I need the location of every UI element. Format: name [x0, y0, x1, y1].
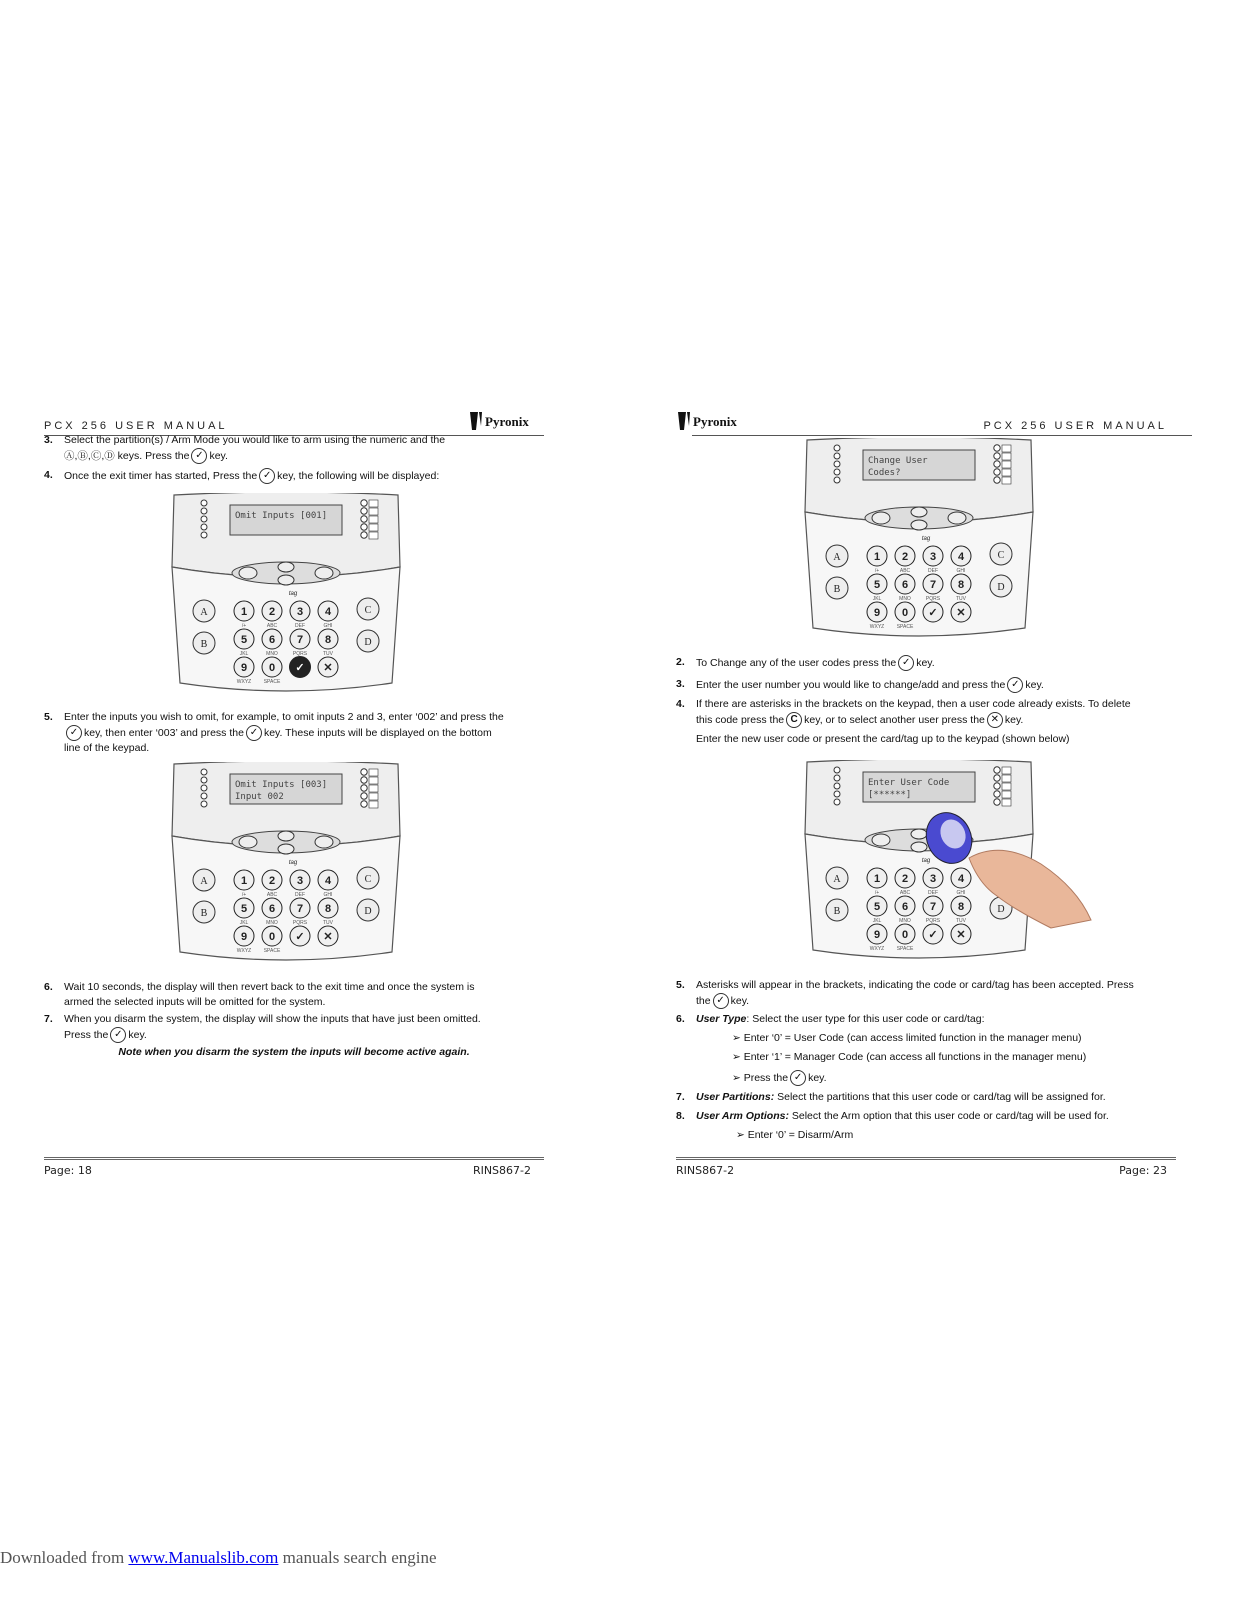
status-led — [201, 785, 207, 791]
key-sublabel: PQRS — [925, 918, 941, 924]
side-key-label: B — [200, 908, 208, 919]
status-led — [834, 775, 840, 781]
status-led — [834, 799, 840, 805]
number-key-label: 4 — [957, 873, 965, 885]
step-7: 7. When you disarm the system, the display will show the inputs that have just been omitted. Press the ✓ key. — [44, 1012, 544, 1043]
key-sublabel: SPACE — [263, 948, 281, 954]
nav-left-icon — [872, 512, 890, 524]
partition-led — [994, 477, 1000, 483]
bullet-manager-code: ➢ Enter ‘1’ = Manager Code (can access all functions in the manager menu) — [732, 1051, 1087, 1063]
step-4: 4. If there are asterisks in the brackets on the keypad, then a user code already exists. To delete this code press the C key, or to select another user press the ✕ key. — [676, 697, 1176, 728]
number-key-label: 3 — [296, 875, 304, 887]
side-key-label: A — [833, 552, 841, 563]
status-led — [834, 469, 840, 475]
key-sublabel: WXYZ — [236, 948, 252, 954]
partition-led — [994, 767, 1000, 773]
check-icon: ✓ — [790, 1070, 806, 1086]
number-key-label: 5 — [240, 634, 248, 646]
number-key-label: 2 — [268, 606, 276, 618]
lcd-line-2: Input 002 — [235, 792, 284, 802]
number-key-label: 1 — [873, 551, 881, 563]
key-sublabel: WXYZ — [869, 624, 885, 630]
number-key-label: 4 — [324, 606, 332, 618]
step-2: 2. To Change any of the user codes press the ✓ key. — [676, 655, 1176, 671]
number-key-label: 9 — [873, 929, 881, 941]
bullet-disarm-arm: ➢ Enter ‘0’ = Disarm/Arm — [736, 1129, 854, 1141]
side-key-label: C — [364, 605, 372, 616]
step-5: 5. Enter the inputs you wish to omit, for example, to omit inputs 2 and 3, enter ‘002’ and press the ✓ key, then enter ‘003’ and press the ✓ key. These inputs will be displayed on the bottom line of the keypad. — [44, 711, 504, 754]
number-key-label: 8 — [957, 901, 965, 913]
side-key-label: B — [833, 906, 841, 917]
partition-led — [361, 532, 367, 538]
partition-box — [369, 508, 378, 515]
key-sublabel: DEF — [928, 890, 938, 896]
side-key-label: C — [364, 874, 372, 885]
tag-label: tag — [921, 858, 931, 864]
check-icon: ✓ — [66, 725, 82, 741]
step-7: 7. User Partitions: Select the partitions that this user code or card/tag will be assigned for. — [676, 1091, 1106, 1103]
partition-led — [361, 516, 367, 522]
lcd-line-2: Codes? — [868, 468, 901, 478]
nav-up-icon — [278, 562, 294, 572]
nav-up-icon — [278, 831, 294, 841]
partition-box — [1002, 767, 1011, 774]
side-key-label: C — [997, 550, 1005, 561]
status-led — [201, 524, 207, 530]
partition-led — [361, 785, 367, 791]
status-led — [201, 516, 207, 522]
lcd-line-1: Change User — [868, 456, 928, 466]
partition-led — [994, 453, 1000, 459]
number-key-label: 1 — [873, 873, 881, 885]
check-icon: ✓ — [110, 1027, 126, 1043]
status-led — [201, 793, 207, 799]
tag-label: tag — [921, 536, 931, 542]
footer-rule — [44, 1157, 544, 1160]
key-sublabel: TUV — [956, 918, 966, 924]
number-key-label: 3 — [296, 606, 304, 618]
bullet-press-key: ➢ Press the ✓ key. — [732, 1070, 827, 1086]
c-key-icon: C — [786, 712, 802, 728]
number-key-label: ✕ — [323, 662, 333, 674]
partition-box — [1002, 445, 1011, 452]
step-3: 3. Enter the user number you would like to change/add and press the ✓ key. — [676, 677, 1176, 693]
number-key-label: 7 — [929, 901, 937, 913]
partition-led — [361, 777, 367, 783]
number-key-label: 0 — [901, 607, 909, 619]
number-key-label: 3 — [929, 873, 937, 885]
status-led — [201, 777, 207, 783]
left-page — [44, 405, 544, 1195]
number-key-label: 5 — [873, 579, 881, 591]
download-banner: Downloaded from www.Manualslib.com manuals search engine — [0, 1548, 437, 1567]
key-sublabel: DEF — [928, 568, 938, 574]
number-key-label: 1 — [240, 875, 248, 887]
key-sublabel: /+ — [241, 623, 247, 629]
partition-box — [1002, 453, 1011, 460]
nav-left-icon — [872, 834, 890, 846]
number-key-label: 1 — [240, 606, 248, 618]
check-icon: ✓ — [898, 655, 914, 671]
status-led — [201, 532, 207, 538]
partition-led — [361, 508, 367, 514]
partition-led — [361, 524, 367, 530]
number-key-label: 7 — [296, 903, 304, 915]
key-sublabel: /+ — [874, 890, 880, 896]
keypad-body — [805, 512, 1033, 636]
status-led — [834, 453, 840, 459]
key-sublabel: /+ — [241, 892, 247, 898]
key-sublabel: TUV — [323, 920, 333, 926]
number-key-label: 9 — [240, 662, 248, 674]
side-key-label: D — [364, 637, 372, 648]
key-sublabel: JKL — [872, 596, 882, 602]
pyronix-logo — [468, 410, 538, 432]
pyronix-logo — [676, 410, 746, 432]
status-led — [201, 769, 207, 775]
cross-icon: ✕ — [987, 712, 1003, 728]
nav-right-icon — [315, 836, 333, 848]
partition-box — [369, 532, 378, 539]
number-key-label: 4 — [324, 875, 332, 887]
footer-doc-id: RINS867-2 — [472, 1164, 531, 1177]
nav-right-icon — [948, 512, 966, 524]
side-key-label: A — [833, 874, 841, 885]
partition-box — [1002, 799, 1011, 806]
side-key-label: A — [200, 876, 208, 887]
status-led — [201, 508, 207, 514]
step-8: 8. User Arm Options: Select the Arm option that this user code or card/tag will be used for. — [676, 1110, 1109, 1122]
check-icon: ✓ — [1007, 677, 1023, 693]
partition-box — [369, 524, 378, 531]
key-sublabel: /+ — [874, 568, 880, 574]
manualslib-link[interactable]: www.Manualslib.com — [128, 1548, 279, 1567]
side-key-label: A — [200, 607, 208, 618]
keypad-body — [172, 567, 400, 691]
side-key-label: D — [364, 906, 372, 917]
step-6: 6. Wait 10 seconds, the display will then revert back to the exit time and once the system is armed the selected inputs will be omitted for the system. — [44, 981, 475, 1008]
partition-box — [1002, 775, 1011, 782]
key-sublabel: MNO — [266, 920, 278, 926]
number-key-label: 9 — [873, 607, 881, 619]
number-key-label: 0 — [268, 931, 276, 943]
partition-box — [369, 516, 378, 523]
step-6: 6. User Type: Select the user type for this user code or card/tag: — [676, 1013, 985, 1025]
keypad-illustration — [168, 493, 410, 699]
partition-box — [369, 785, 378, 792]
nav-right-icon — [315, 567, 333, 579]
key-sublabel: ABC — [899, 890, 911, 896]
key-sublabel: JKL — [239, 651, 249, 657]
nav-down-icon — [911, 842, 927, 852]
nav-down-icon — [278, 575, 294, 585]
key-sublabel: PQRS — [925, 596, 941, 602]
key-sublabel: TUV — [956, 596, 966, 602]
check-icon: ✓ — [713, 993, 729, 1009]
keypad-illustration — [168, 762, 410, 972]
key-sublabel: SPACE — [896, 946, 914, 952]
number-key-label: 5 — [240, 903, 248, 915]
key-sublabel: ABC — [266, 892, 278, 898]
number-key-label: 6 — [901, 579, 909, 591]
key-sublabel: DEF — [295, 623, 305, 629]
partition-box — [1002, 783, 1011, 790]
nav-down-icon — [911, 520, 927, 530]
key-sublabel: WXYZ — [236, 679, 252, 685]
side-key-label: D — [997, 582, 1005, 593]
status-led — [834, 783, 840, 789]
status-led — [834, 767, 840, 773]
note-text: Note when you disarm the system the inputs will become active again. — [118, 1046, 470, 1058]
key-sublabel: MNO — [266, 651, 278, 657]
partition-box — [1002, 461, 1011, 468]
key-sublabel: ABC — [899, 568, 911, 574]
footer-page: Page: 23 — [1119, 1164, 1167, 1177]
number-key-label: 8 — [324, 903, 332, 915]
footer-page: Page: 18 — [44, 1164, 92, 1177]
tag-label: tag — [288, 591, 298, 597]
number-key-label: 0 — [901, 929, 909, 941]
header-title: PCX 256 USER MANUAL — [44, 420, 228, 432]
key-sublabel: TUV — [323, 651, 333, 657]
partition-box — [369, 793, 378, 800]
header-title: PCX 256 USER MANUAL — [983, 420, 1167, 432]
partition-led — [994, 469, 1000, 475]
lcd-line-2: [******] — [868, 790, 912, 800]
number-key-label: ✓ — [928, 929, 938, 941]
svg-text:Pyronix: Pyronix — [693, 414, 737, 429]
partition-box — [1002, 477, 1011, 484]
status-led — [201, 801, 207, 807]
number-key-label: 3 — [929, 551, 937, 563]
step-4: 4. Once the exit timer has started, Press the ✓ key, the following will be displayed: — [44, 468, 544, 484]
right-page — [676, 405, 1192, 1195]
keypad-body — [172, 836, 400, 960]
nav-left-icon — [239, 836, 257, 848]
footer-rule — [676, 1157, 1176, 1160]
status-led — [201, 500, 207, 506]
svg-text:Pyronix: Pyronix — [485, 414, 529, 429]
check-icon: ✓ — [191, 448, 207, 464]
number-key-label: ✓ — [295, 931, 305, 943]
nav-up-icon — [911, 507, 927, 517]
number-key-label: 2 — [901, 873, 909, 885]
number-key-label: ✓ — [928, 607, 938, 619]
number-key-label: ✕ — [956, 607, 966, 619]
number-key-label: 9 — [240, 931, 248, 943]
key-sublabel: GHI — [956, 890, 966, 896]
number-key-label: ✕ — [956, 929, 966, 941]
partition-led — [361, 769, 367, 775]
key-sublabel: ABC — [266, 623, 278, 629]
number-key-label: ✕ — [323, 931, 333, 943]
lcd-line-1: Omit Inputs [003] — [235, 780, 328, 790]
number-key-label: 2 — [901, 551, 909, 563]
partition-led — [994, 461, 1000, 467]
key-sublabel: PQRS — [292, 920, 308, 926]
key-sublabel: JKL — [239, 920, 249, 926]
key-sublabel: GHI — [323, 892, 333, 898]
partition-led — [994, 445, 1000, 451]
partition-box — [369, 801, 378, 808]
key-sublabel: DEF — [295, 892, 305, 898]
key-sublabel: SPACE — [263, 679, 281, 685]
key-sublabel: MNO — [899, 596, 911, 602]
number-key-label: 6 — [901, 901, 909, 913]
key-sublabel: GHI — [956, 568, 966, 574]
header-rule — [692, 435, 1192, 436]
number-key-label: 8 — [324, 634, 332, 646]
key-sublabel: SPACE — [896, 624, 914, 630]
number-key-label: 7 — [296, 634, 304, 646]
number-key-label: ✓ — [295, 662, 305, 674]
check-icon: ✓ — [259, 468, 275, 484]
key-sublabel: JKL — [872, 918, 882, 924]
key-sublabel: MNO — [899, 918, 911, 924]
key-sublabel: WXYZ — [869, 946, 885, 952]
footer-doc-id: RINS867-2 — [676, 1164, 735, 1177]
lcd-line-1: Omit Inputs [001] — [235, 511, 328, 521]
step-5: 5. Asterisks will appear in the brackets, indicating the code or card/tag has been accepted. Press the ✓ key. — [676, 978, 1176, 1009]
side-key-label: B — [200, 639, 208, 650]
partition-led — [361, 801, 367, 807]
number-key-label: 5 — [873, 901, 881, 913]
number-key-label: 4 — [957, 551, 965, 563]
nav-up-icon — [911, 829, 927, 839]
key-sublabel: GHI — [323, 623, 333, 629]
tag-label: tag — [288, 860, 298, 866]
partition-led — [994, 799, 1000, 805]
partition-led — [361, 500, 367, 506]
partition-box — [369, 769, 378, 776]
partition-box — [1002, 469, 1011, 476]
lcd-line-1: Enter User Code — [868, 778, 950, 788]
number-key-label: 6 — [268, 903, 276, 915]
side-key-label: D — [997, 904, 1005, 915]
nav-down-icon — [278, 844, 294, 854]
partition-led — [994, 775, 1000, 781]
number-key-label: 2 — [268, 875, 276, 887]
keypad-illustration — [801, 760, 1101, 970]
number-key-label: 7 — [929, 579, 937, 591]
keypad-illustration — [801, 438, 1037, 646]
number-key-label: 0 — [268, 662, 276, 674]
partition-box — [369, 500, 378, 507]
status-led — [834, 445, 840, 451]
bullet-user-code: ➢ Enter ‘0’ = User Code (can access limited function in the manager menu) — [732, 1032, 1082, 1044]
key-sublabel: PQRS — [292, 651, 308, 657]
status-led — [834, 477, 840, 483]
check-icon: ✓ — [246, 725, 262, 741]
number-key-label: 6 — [268, 634, 276, 646]
partition-led — [994, 791, 1000, 797]
nav-left-icon — [239, 567, 257, 579]
status-led — [834, 791, 840, 797]
step-3: 3. Select the partition(s) / Arm Mode you would like to arm using the numeric and the Ⓐ,Ⓑ,Ⓒ,Ⓓ keys. Press the ✓ key. — [44, 433, 544, 464]
partition-led — [361, 793, 367, 799]
status-led — [834, 461, 840, 467]
step-4-continued: Enter the new user code or present the card/tag up to the keypad (shown below) — [696, 733, 1070, 745]
partition-box — [1002, 791, 1011, 798]
partition-led — [994, 783, 1000, 789]
side-key-label: B — [833, 584, 841, 595]
number-key-label: 8 — [957, 579, 965, 591]
partition-box — [369, 777, 378, 784]
